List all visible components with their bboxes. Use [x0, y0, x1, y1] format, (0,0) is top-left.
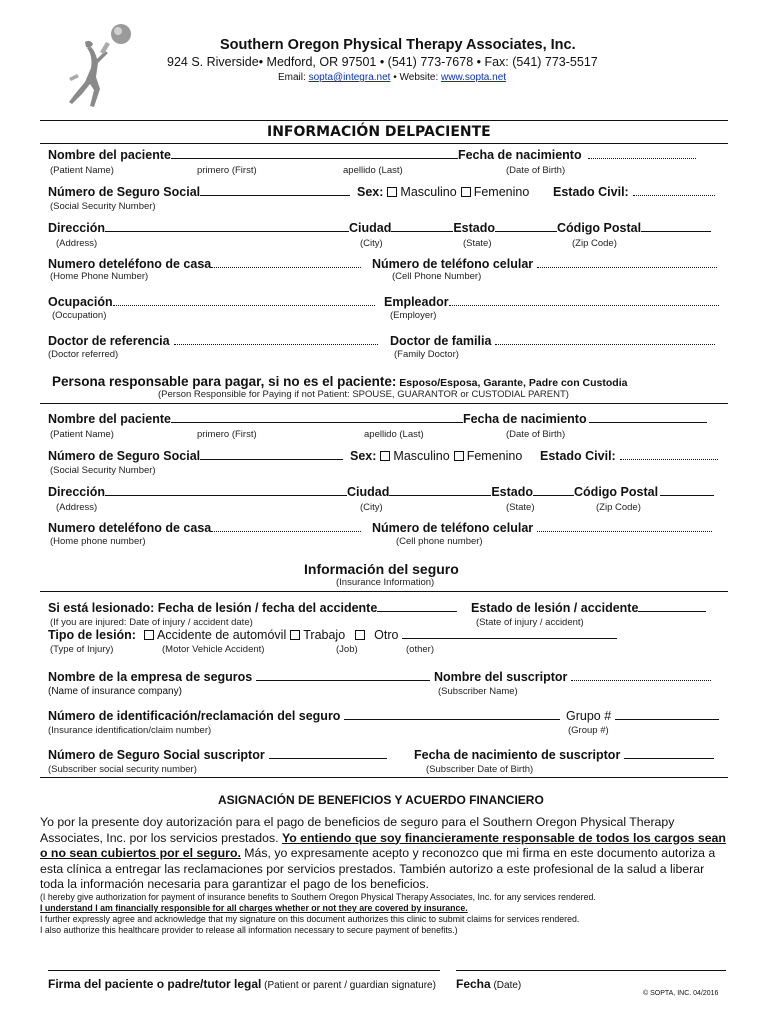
- resp-address-sub: (Address): [56, 502, 98, 513]
- cell-phone-label: Número de teléfono celular: [372, 257, 534, 271]
- email-link[interactable]: sopta@integra.net: [308, 72, 391, 83]
- signature-line[interactable]: [48, 970, 440, 971]
- subscriber-dob-field[interactable]: [414, 748, 714, 762]
- cell-phone-field[interactable]: [372, 257, 717, 271]
- male-checkbox[interactable]: [387, 187, 397, 197]
- resp-cell-phone-field[interactable]: [372, 521, 712, 535]
- assignment-title: ASIGNACIÓN DE BENEFICIOS Y ACUERDO FINANCIERO: [218, 793, 544, 807]
- resp-city-label: Ciudad: [346, 485, 390, 499]
- marital-field[interactable]: [553, 185, 715, 199]
- patient-section-title: INFORMACIÓN DELPACIENTE: [267, 124, 491, 140]
- assignment-e4: I also authorize this healthcare provider to release all information necessary to secure payment of benefits.): [40, 925, 458, 935]
- resp-marital-label: Estado Civil:: [540, 449, 616, 463]
- ssn-label: Número de Seguro Social: [48, 185, 201, 199]
- group-field[interactable]: [566, 709, 719, 723]
- female-checkbox[interactable]: [461, 187, 471, 197]
- assignment-english: [40, 892, 730, 936]
- clinic-name: Southern Oregon Physical Therapy Associates, Inc.: [220, 37, 576, 53]
- assignment-e2: I understand I am financially responsible for all charges whether or not they are covered by insurance.: [40, 903, 468, 913]
- address-label: Dirección: [48, 221, 105, 235]
- occupation-field[interactable]: [48, 295, 375, 309]
- date-sub: (Date): [490, 980, 522, 991]
- resp-first-sub: primero (First): [197, 429, 257, 440]
- resp-name-sub: (Patient Name): [50, 429, 114, 440]
- divider: [40, 591, 728, 592]
- assignment-e3: I further expressly agree and acknowledge that my signature on this document authorizes this clinic to submit claims for services rendered.: [40, 914, 580, 924]
- divider: [40, 120, 728, 121]
- signature-sub: (Patient or parent / guardian signature): [261, 980, 436, 991]
- referring-doctor-field[interactable]: [48, 334, 378, 348]
- occupation-sub: (Occupation): [52, 310, 107, 321]
- auto-checkbox[interactable]: [144, 630, 154, 640]
- resp-marital-field[interactable]: [540, 449, 718, 463]
- auto-label: Accidente de automóvil: [156, 628, 287, 642]
- resp-cell-phone-label: Número de teléfono celular: [372, 521, 534, 535]
- employer-field[interactable]: [384, 295, 719, 309]
- date-line[interactable]: [456, 970, 726, 971]
- resp-address-label: Dirección: [48, 485, 105, 499]
- resp-cell-phone-sub: (Cell phone number): [396, 536, 483, 547]
- resp-ssn-sub: (Social Security Number): [50, 465, 156, 476]
- other-sub: (other): [406, 644, 434, 655]
- insurance-company-sub: (Name of insurance company): [48, 686, 182, 697]
- assignment-p1c: Más, yo expresamente acepto y reconozco que mi firma en este documento autoriza a esta clínica a entregar las reclamaciones por servicios prestados. También autorizo a este profesional de la salud a liberar toda la información necesaria para garantizar el pago de los beneficios.: [40, 846, 716, 891]
- email-label: Email:: [278, 72, 309, 83]
- divider: [40, 143, 728, 144]
- subscriber-name-sub: (Subscriber Name): [438, 686, 518, 697]
- injury-date-field[interactable]: [48, 601, 457, 615]
- patient-name-field[interactable]: [48, 148, 696, 162]
- injury-state-sub: (State of injury / accident): [476, 617, 584, 628]
- resp-state-label: Estado: [491, 485, 534, 499]
- first-name-sub: primero (First): [197, 165, 257, 176]
- state-sub: (State): [463, 238, 492, 249]
- occupation-label: Ocupación: [48, 295, 113, 309]
- resp-zip-sub: (Zip Code): [596, 502, 641, 513]
- dob-label: Fecha de nacimiento: [457, 148, 582, 162]
- job-label: Trabajo: [303, 628, 346, 642]
- other-checkbox[interactable]: [355, 630, 365, 640]
- state-label: Estado: [453, 221, 496, 235]
- resp-dob-label: Fecha de nacimiento: [462, 412, 587, 426]
- auto-sub: (Motor Vehicle Accident): [162, 644, 265, 655]
- insurance-title: Información del seguro: [304, 561, 459, 577]
- insurance-subtitle: (Insurance Information): [336, 577, 435, 588]
- insurance-company-label: Nombre de la empresa de seguros: [48, 670, 253, 684]
- insurance-id-sub: (Insurance identification/claim number): [48, 725, 212, 736]
- subscriber-name-label: Nombre del suscriptor: [434, 670, 568, 684]
- resp-home-phone-label: Numero deteléfono de casa: [48, 521, 212, 535]
- home-phone-field[interactable]: [48, 257, 361, 271]
- assignment-p1b: Yo entiendo que soy financieramente responsable de todos los cargos sean o no sean cubiertos por el seguro.: [40, 830, 726, 860]
- insurance-id-label: Número de identificación/reclamación del seguro: [48, 709, 341, 723]
- resp-male-checkbox[interactable]: [380, 451, 390, 461]
- subscriber-name-field[interactable]: [434, 670, 711, 684]
- job-checkbox[interactable]: [290, 630, 300, 640]
- address-field[interactable]: [48, 221, 711, 235]
- clinic-logo: [55, 22, 135, 114]
- subscriber-dob-label: Fecha de nacimiento de suscriptor: [414, 748, 621, 762]
- resp-state-sub: (State): [506, 502, 535, 513]
- injury-type-label: Tipo de lesión:: [48, 628, 136, 642]
- referring-doctor-sub: (Doctor referred): [48, 349, 119, 360]
- family-doctor-label: Doctor de familia: [390, 334, 492, 348]
- injury-type-field[interactable]: [48, 628, 617, 642]
- ssn-field[interactable]: [48, 185, 350, 199]
- resp-city-sub: (City): [360, 502, 383, 513]
- responsible-subtitle: (Person Responsible for Paying if not Patient: SPOUSE, GUARANTOR or CUSTODIAL PARENT): [158, 389, 569, 400]
- responsible-title-extra: Esposo/Esposa, Garante, Padre con Custodia: [396, 377, 628, 389]
- sex-label: Sex:: [357, 185, 384, 199]
- injury-type-sub: (Type of Injury): [50, 644, 114, 655]
- copyright: © SOPTA, INC. 04/2016: [643, 990, 719, 997]
- insurance-company-field[interactable]: [48, 670, 430, 684]
- dob-sub: (Date of Birth): [506, 165, 566, 176]
- home-phone-sub: (Home Phone Number): [50, 271, 149, 282]
- injury-state-label: Estado de lesión / accidente: [471, 601, 639, 615]
- male-label: Masculino: [400, 185, 457, 199]
- resp-sex-field[interactable]: [350, 449, 522, 463]
- resp-last-sub: apellido (Last): [364, 429, 424, 440]
- resp-zip-label: Código Postal: [574, 485, 659, 499]
- resp-female-label: Femenino: [466, 449, 523, 463]
- home-phone-label: Numero deteléfono de casa: [48, 257, 212, 271]
- family-doctor-field[interactable]: [390, 334, 715, 348]
- subscriber-ssn-label: Número de Seguro Social suscriptor: [48, 748, 265, 762]
- date-label: Fecha: [456, 977, 491, 991]
- resp-address-field[interactable]: [48, 485, 714, 499]
- family-doctor-sub: (Family Doctor): [394, 349, 459, 360]
- last-name-sub: apellido (Last): [343, 165, 403, 176]
- insurance-id-field[interactable]: [48, 709, 560, 723]
- resp-name-label: Nombre del paciente: [48, 412, 171, 426]
- date-label-line: [456, 975, 521, 993]
- resp-home-phone-sub: (Home phone number): [50, 536, 146, 547]
- divider: [40, 777, 728, 778]
- website-link[interactable]: www.sopta.net: [441, 72, 507, 83]
- address-sub: (Address): [56, 238, 98, 249]
- resp-female-checkbox[interactable]: [454, 451, 464, 461]
- resp-name-field[interactable]: [48, 412, 707, 426]
- assignment-p1a: Yo por la presente doy autorización para el pago de beneficios de seguro para el Southern Oregon Physical Therapy Associates, Inc. por los servicios prestados.: [40, 815, 675, 845]
- cell-phone-sub: (Cell Phone Number): [392, 271, 482, 282]
- responsible-title: Persona responsable para pagar, si no es el paciente:: [52, 374, 397, 389]
- injury-date-label: Si está lesionado: Fecha de lesión / fecha del accidente: [48, 601, 378, 615]
- resp-sex-label: Sex:: [350, 449, 377, 463]
- contact-line: [278, 72, 506, 83]
- injury-date-sub: (If you are injured: Date of injury / accident date): [50, 617, 253, 628]
- employer-label: Empleador: [384, 295, 449, 309]
- signature-label-line: [48, 975, 436, 993]
- subscriber-dob-sub: (Subscriber Date of Birth): [426, 764, 534, 775]
- injury-state-field[interactable]: [471, 601, 706, 615]
- divider: [40, 403, 728, 404]
- employer-sub: (Employer): [390, 310, 437, 321]
- assignment-e1: (I hereby give authorization for payment of insurance benefits to Southern Oregon Physical Therapy Associates, Inc. for any services rendered.: [40, 892, 596, 902]
- resp-ssn-field[interactable]: [48, 449, 343, 463]
- group-sub: (Group #): [568, 725, 609, 736]
- ssn-sub: (Social Security Number): [50, 201, 156, 212]
- assignment-paragraph: [40, 815, 730, 893]
- resp-ssn-label: Número de Seguro Social: [48, 449, 201, 463]
- female-label: Femenino: [473, 185, 530, 199]
- resp-dob-sub: (Date of Birth): [506, 429, 566, 440]
- patient-name-sub: (Patient Name): [50, 165, 114, 176]
- patient-name-label: Nombre del paciente: [48, 148, 171, 162]
- signature-label: Firma del paciente o padre/tutor legal: [48, 977, 262, 991]
- group-label: Grupo #: [566, 709, 612, 723]
- subscriber-ssn-sub: (Subscriber social security number): [48, 764, 197, 775]
- website-label: • Website:: [390, 72, 441, 83]
- city-label: Ciudad: [348, 221, 392, 235]
- job-sub: (Job): [336, 644, 358, 655]
- subscriber-ssn-field[interactable]: [48, 748, 387, 762]
- other-label: Otro: [374, 628, 399, 642]
- referring-doctor-label: Doctor de referencia: [48, 334, 170, 348]
- resp-home-phone-field[interactable]: [48, 521, 361, 535]
- zip-sub: (Zip Code): [572, 238, 617, 249]
- city-sub: (City): [360, 238, 383, 249]
- sex-field[interactable]: [357, 185, 529, 199]
- zip-label: Código Postal: [557, 221, 642, 235]
- clinic-address: 924 S. Riverside• Medford, OR 97501 • (541) 773-7678 • Fax: (541) 773-5517: [167, 55, 598, 69]
- marital-label: Estado Civil:: [553, 185, 629, 199]
- resp-male-label: Masculino: [393, 449, 450, 463]
